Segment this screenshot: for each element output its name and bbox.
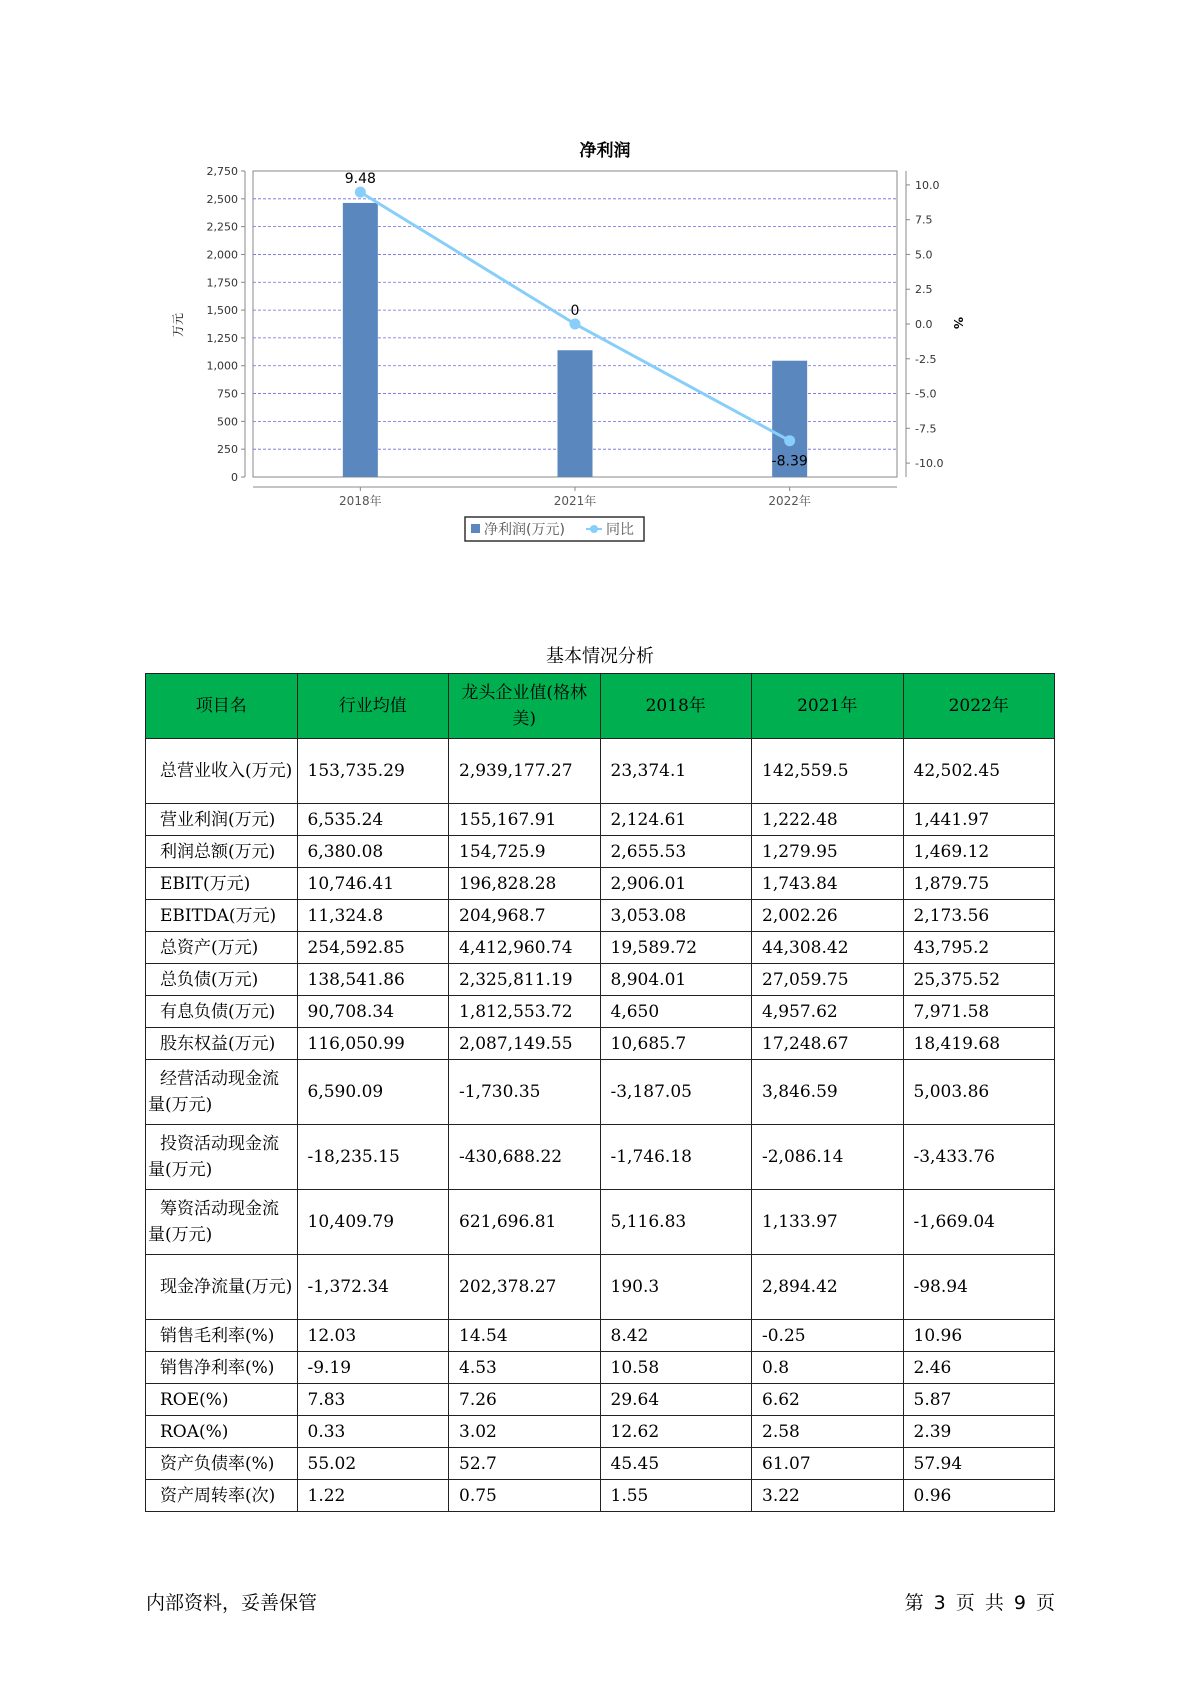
table-cell: -9.19 — [297, 1352, 449, 1384]
basic-analysis-table — [145, 673, 1055, 1512]
table-cell: 4,650 — [600, 996, 752, 1028]
table-cell: 25,375.52 — [903, 964, 1055, 996]
table-cell: 1,133.97 — [752, 1190, 904, 1255]
row-label: 总负债(万元) — [146, 964, 298, 996]
yoy-point — [784, 435, 795, 446]
row-label: ROE(%) — [146, 1384, 298, 1416]
table-cell: 1,469.12 — [903, 836, 1055, 868]
yoy-point — [355, 187, 366, 198]
y-tick-label: 500 — [217, 415, 238, 429]
table-cell: 3.02 — [449, 1416, 601, 1448]
table-row — [146, 1480, 1055, 1512]
chart-legend — [465, 517, 644, 541]
table-cell: 621,696.81 — [449, 1190, 601, 1255]
table-cell: 23,374.1 — [600, 739, 752, 804]
table-row — [146, 900, 1055, 932]
table-row — [146, 1448, 1055, 1480]
table-cell: 190.3 — [600, 1255, 752, 1320]
table-row — [146, 1190, 1055, 1255]
table-row — [146, 868, 1055, 900]
table-cell: 155,167.91 — [449, 804, 601, 836]
row-label: 现金净流量(万元) — [146, 1255, 298, 1320]
table-header-row — [146, 674, 1055, 739]
table-row — [146, 804, 1055, 836]
table-cell: 10.58 — [600, 1352, 752, 1384]
table-cell: 196,828.28 — [449, 868, 601, 900]
row-label: 投资活动现金流量(万元) — [146, 1125, 298, 1190]
table-cell: 6,590.09 — [297, 1060, 449, 1125]
table-cell: 2,173.56 — [903, 900, 1055, 932]
table-cell: 14.54 — [449, 1320, 601, 1352]
row-label: 资产周转率(次) — [146, 1480, 298, 1512]
legend-bar-swatch — [471, 524, 480, 533]
table-cell: -0.25 — [752, 1320, 904, 1352]
table-row — [146, 932, 1055, 964]
table-cell: 0.96 — [903, 1480, 1055, 1512]
table-cell: 2,124.61 — [600, 804, 752, 836]
yoy-data-label: 0 — [570, 303, 580, 319]
table-cell: 0.75 — [449, 1480, 601, 1512]
y2-tick-label: 5.0 — [915, 248, 933, 262]
table-cell: -1,730.35 — [449, 1060, 601, 1125]
table-cell: 202,378.27 — [449, 1255, 601, 1320]
table-cell: 8.42 — [600, 1320, 752, 1352]
table-cell: 116,050.99 — [297, 1028, 449, 1060]
row-label: 经营活动现金流量(万元) — [146, 1060, 298, 1125]
table-cell: 2,002.26 — [752, 900, 904, 932]
table-cell: -1,372.34 — [297, 1255, 449, 1320]
table-row — [146, 1028, 1055, 1060]
table-cell: 43,795.2 — [903, 932, 1055, 964]
table-cell: 5,116.83 — [600, 1190, 752, 1255]
table-cell: 7.83 — [297, 1384, 449, 1416]
table-cell: 5.87 — [903, 1384, 1055, 1416]
table-row — [146, 836, 1055, 868]
table-cell: 18,419.68 — [903, 1028, 1055, 1060]
row-label: 总营业收入(万元) — [146, 739, 298, 804]
table-row — [146, 1060, 1055, 1125]
bar-net-profit — [558, 350, 593, 477]
header-2021: 2021年 — [752, 674, 904, 739]
table-cell: 2,939,177.27 — [449, 739, 601, 804]
row-label: 销售净利率(%) — [146, 1352, 298, 1384]
table-cell: 45.45 — [600, 1448, 752, 1480]
table-cell: 4,957.62 — [752, 996, 904, 1028]
table-cell: 254,592.85 — [297, 932, 449, 964]
table-cell: 154,725.9 — [449, 836, 601, 868]
y-tick-label: 1,250 — [206, 331, 238, 345]
table-cell: 4,412,960.74 — [449, 932, 601, 964]
table-cell: 12.03 — [297, 1320, 449, 1352]
table-cell: 57.94 — [903, 1448, 1055, 1480]
table-cell: 12.62 — [600, 1416, 752, 1448]
table-cell: 2.39 — [903, 1416, 1055, 1448]
y-tick-label: 2,250 — [206, 220, 238, 234]
row-label: 营业利润(万元) — [146, 804, 298, 836]
table-cell: 1.55 — [600, 1480, 752, 1512]
y2-axis-label: % — [951, 316, 965, 330]
table-cell: 2.46 — [903, 1352, 1055, 1384]
x-tick-label: 2021年 — [553, 494, 597, 508]
table-cell: 6,535.24 — [297, 804, 449, 836]
y2-tick-label: -5.0 — [915, 387, 937, 401]
header-industry-avg: 行业均值 — [297, 674, 449, 739]
row-label: 股东权益(万元) — [146, 1028, 298, 1060]
table-cell: 3,846.59 — [752, 1060, 904, 1125]
row-label: 销售毛利率(%) — [146, 1320, 298, 1352]
table-cell: -1,746.18 — [600, 1125, 752, 1190]
table-cell: 6.62 — [752, 1384, 904, 1416]
net-profit-chart — [150, 135, 1050, 595]
yoy-point — [570, 319, 581, 330]
table-cell: 142,559.5 — [752, 739, 904, 804]
table-cell: 3.22 — [752, 1480, 904, 1512]
table-cell: 10,409.79 — [297, 1190, 449, 1255]
table-row — [146, 1352, 1055, 1384]
table-cell: 1,812,553.72 — [449, 996, 601, 1028]
table-row — [146, 996, 1055, 1028]
y-tick-label: 2,750 — [206, 165, 238, 178]
table-cell: 11,324.8 — [297, 900, 449, 932]
table-cell: 2,325,811.19 — [449, 964, 601, 996]
yoy-data-label: 9.48 — [344, 171, 376, 188]
legend-bar-label: 净利润(万元) — [484, 522, 565, 538]
footer-confidential: 内部资料，妥善保管 — [146, 1592, 318, 1614]
table-cell: 1.22 — [297, 1480, 449, 1512]
y2-tick-label: -10.0 — [915, 457, 944, 471]
row-label: EBIT(万元) — [146, 868, 298, 900]
header-leader-value: 龙头企业值(格林美) — [449, 674, 601, 739]
y2-tick-label: 10.0 — [915, 178, 940, 192]
y-tick-label: 2,500 — [206, 192, 238, 206]
table-row — [146, 1416, 1055, 1448]
table-cell: 29.64 — [600, 1384, 752, 1416]
table-cell: 2.58 — [752, 1416, 904, 1448]
table-cell: 27,059.75 — [752, 964, 904, 996]
table-cell: 1,222.48 — [752, 804, 904, 836]
y2-tick-label: -2.5 — [915, 352, 937, 366]
bar-net-profit — [343, 203, 378, 477]
table-cell: -430,688.22 — [449, 1125, 601, 1190]
table-cell: 17,248.67 — [752, 1028, 904, 1060]
row-label: 资产负债率(%) — [146, 1448, 298, 1480]
table-cell: 19,589.72 — [600, 932, 752, 964]
table-cell: 42,502.45 — [903, 739, 1055, 804]
legend-line-label: 同比 — [606, 522, 634, 538]
table-cell: 6,380.08 — [297, 836, 449, 868]
table-cell: 8,904.01 — [600, 964, 752, 996]
table-cell: 204,968.7 — [449, 900, 601, 932]
y-tick-label: 0 — [231, 471, 238, 484]
table-cell: -98.94 — [903, 1255, 1055, 1320]
table-cell: 61.07 — [752, 1448, 904, 1480]
table-row — [146, 1320, 1055, 1352]
y2-tick-label: 2.5 — [915, 283, 933, 297]
row-label: 筹资活动现金流量(万元) — [146, 1190, 298, 1255]
table-cell: 1,743.84 — [752, 868, 904, 900]
table-cell: 10,685.7 — [600, 1028, 752, 1060]
table-cell: 2,894.42 — [752, 1255, 904, 1320]
table-cell: 153,735.29 — [297, 739, 449, 804]
row-label: 利润总额(万元) — [146, 836, 298, 868]
table-cell: -3,187.05 — [600, 1060, 752, 1125]
table-cell: 90,708.34 — [297, 996, 449, 1028]
table-cell: -1,669.04 — [903, 1190, 1055, 1255]
table-cell: 5,003.86 — [903, 1060, 1055, 1125]
table-row — [146, 739, 1055, 804]
y2-tick-label: 7.5 — [915, 213, 933, 227]
yoy-data-label: -8.39 — [771, 453, 808, 470]
row-label: ROA(%) — [146, 1416, 298, 1448]
table-cell: 0.8 — [752, 1352, 904, 1384]
header-2018: 2018年 — [600, 674, 752, 739]
table-cell: 7,971.58 — [903, 996, 1055, 1028]
table-cell: 1,879.75 — [903, 868, 1055, 900]
table-row — [146, 1125, 1055, 1190]
table-cell: 44,308.42 — [752, 932, 904, 964]
y-tick-label: 1,000 — [206, 359, 238, 373]
table-cell: 2,087,149.55 — [449, 1028, 601, 1060]
table-cell: 52.7 — [449, 1448, 601, 1480]
y-tick-label: 2,000 — [206, 248, 238, 262]
chart-title: 净利润 — [579, 141, 631, 161]
table-caption: 基本情况分析 — [546, 646, 654, 667]
legend-line-marker — [590, 525, 598, 533]
header-2022: 2022年 — [903, 674, 1055, 739]
table-cell: 10,746.41 — [297, 868, 449, 900]
table-cell: 3,053.08 — [600, 900, 752, 932]
y-tick-label: 1,750 — [206, 276, 238, 290]
y2-tick-label: 0.0 — [915, 318, 933, 331]
table-cell: 2,906.01 — [600, 868, 752, 900]
x-tick-label: 2022年 — [768, 494, 811, 508]
table-cell: 10.96 — [903, 1320, 1055, 1352]
table-cell: 0.33 — [297, 1416, 449, 1448]
table-cell: -2,086.14 — [752, 1125, 904, 1190]
table-cell: 1,441.97 — [903, 804, 1055, 836]
table-cell: 7.26 — [449, 1384, 601, 1416]
table-cell: 55.02 — [297, 1448, 449, 1480]
header-item-name: 项目名 — [146, 674, 298, 739]
table-row — [146, 1255, 1055, 1320]
row-label: EBITDA(万元) — [146, 900, 298, 932]
table-row — [146, 1384, 1055, 1416]
table-cell: 4.53 — [449, 1352, 601, 1384]
table-cell: -3,433.76 — [903, 1125, 1055, 1190]
row-label: 有息负债(万元) — [146, 996, 298, 1028]
table-cell: 138,541.86 — [297, 964, 449, 996]
table-cell: 2,655.53 — [600, 836, 752, 868]
y2-tick-label: -7.5 — [915, 422, 937, 436]
table-row — [146, 964, 1055, 996]
row-label: 总资产(万元) — [146, 932, 298, 964]
table-cell: -18,235.15 — [297, 1125, 449, 1190]
y-axis-label: 万元 — [171, 312, 185, 338]
y-tick-label: 750 — [217, 387, 238, 401]
x-tick-label: 2018年 — [339, 494, 382, 508]
table-cell: 1,279.95 — [752, 836, 904, 868]
y-tick-label: 250 — [217, 443, 238, 457]
y-tick-label: 1,500 — [206, 304, 238, 318]
footer-page-number: 第 3 页 共 9 页 — [904, 1592, 1055, 1614]
